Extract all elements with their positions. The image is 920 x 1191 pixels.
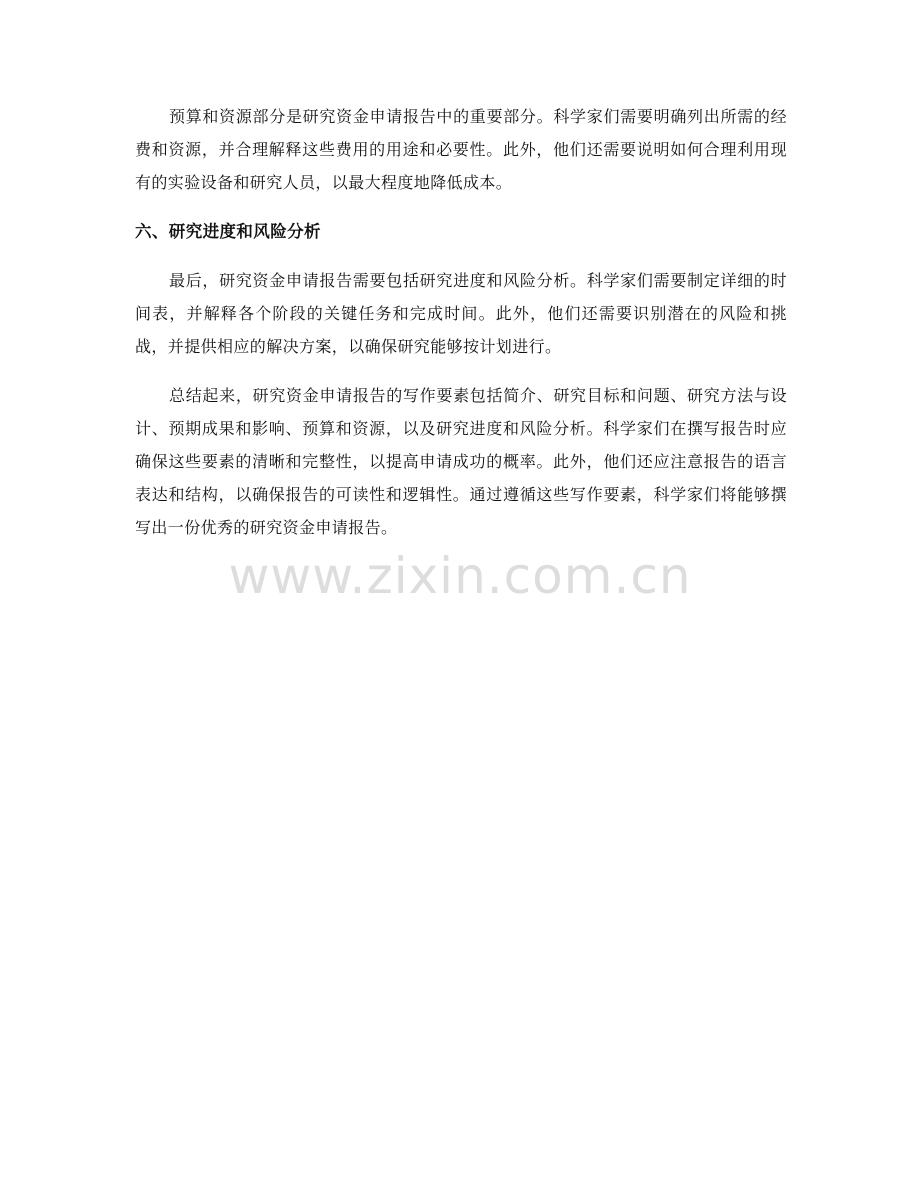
watermark: www.zixin.com.cn — [228, 547, 692, 605]
paragraph-progress: 最后，研究资金申请报告需要包括研究进度和风险分析。科学家们需要制定详细的时间表，并解释各个阶段的关键任务和完成时间。此外，他们还需要识别潜在的风险和挑战，并提供相应的解决方案，以确保研究能够按计划进行。 — [135, 271, 787, 356]
paragraph-budget: 预算和资源部分是研究资金申请报告中的重要部分。科学家们需要明确列出所需的经费和资源，并合理解释这些费用的用途和必要性。此外，他们还需要说明如何合理利用现有的实验设备和研究人员，以最大程度地降低成本。 — [135, 107, 787, 192]
section-heading: 六、研究进度和风险分析 — [135, 222, 321, 241]
paragraph-summary: 总结起来，研究资金申请报告的写作要素包括简介、研究目标和问题、研究方法与设计、预期成果和影响、预算和资源，以及研究进度和风险分析。科学家们在撰写报告时应确保这些要素的清晰和完整性，以提高申请成功的概率。此外，他们还应注意报告的语言表达和结构，以确保报告的可读性和逻辑性。通过遵循这些写作要素，科学家们将能够撰写出一份优秀的研究资金申请报告。 — [135, 386, 787, 537]
document-body — [135, 100, 787, 544]
